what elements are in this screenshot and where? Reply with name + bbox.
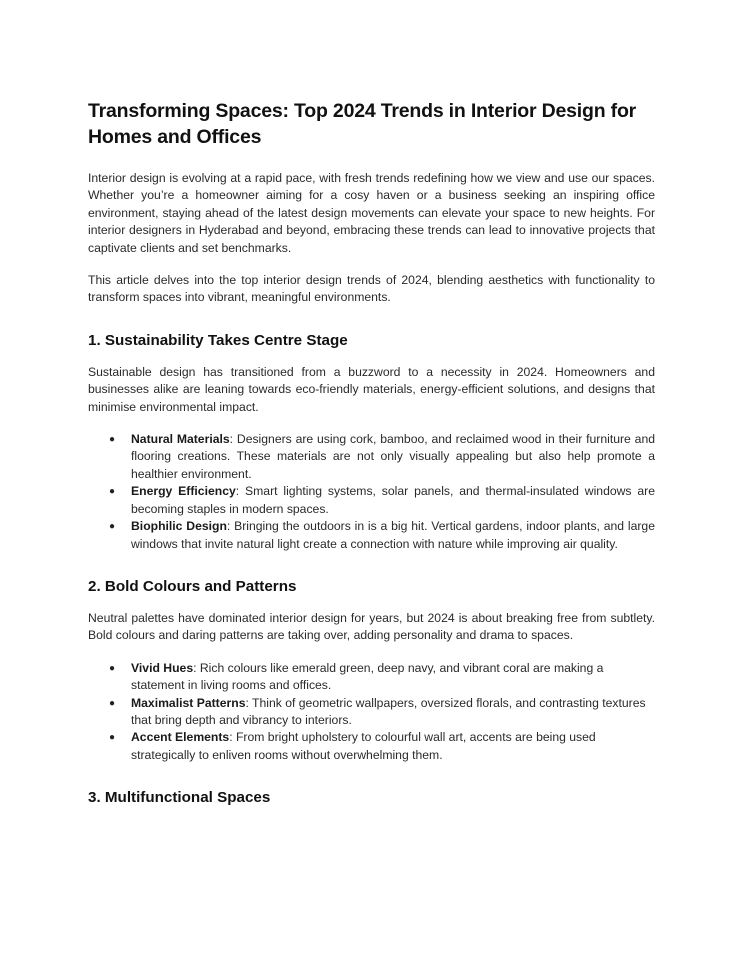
page-title: Transforming Spaces: Top 2024 Trends in Interior Design for Homes and Offices [88,100,637,148]
bullet-text: : Think of geometric wallpapers, oversized florals, and contrasting textures that bring depth and vibrancy to interiors. [131,695,646,727]
bullet-icon: ● [109,434,116,446]
document-page [88,98,655,821]
list-item [88,660,655,695]
bullet-icon: ● [109,486,116,498]
list-item [88,695,655,730]
bullet-list-bold-colours [88,660,655,764]
bullet-list-sustainability [88,431,655,553]
bullet-text: : Rich colours like emerald green, deep navy, and vibrant coral are making a statement in living rooms and offices. [131,660,604,693]
section-paragraph-sustainability: Sustainable design has transitioned from a buzzword to a necessity in 2024. Homeowners and businesses alike are leaning towards eco-friendly materials, energy-efficient solutions, and designs that minimise environmental impact. [88,364,655,414]
section-paragraph-bold-colours: Neutral palettes have dominated interior design for years, but 2024 is about breaking free from subtlety. Bold colours and daring patterns are taking over, adding personality and drama to spaces. [88,610,655,643]
intro-paragraph-2: This article delves into the top interior design trends of 2024, blending aesthetics with functionality to transform spaces into vibrant, meaningful environments. [88,273,655,305]
bullet-text: : From bright upholstery to colourful wall art, accents are being used strategically to enliven rooms without overwhelming them. [131,730,596,762]
list-item [88,729,655,764]
bullet-term: Vivid Hues [131,660,194,675]
bullet-text: : Smart lighting systems, solar panels, and thermal-insulated windows are becoming staples in modern spaces. [131,484,656,516]
bullet-term: Maximalist Patterns [131,695,246,710]
bullet-term: Accent Elements [131,730,230,745]
bullet-icon: ● [109,521,116,533]
list-item [88,518,655,553]
section-heading-multifunctional: 3. Multifunctional Spaces [88,789,271,807]
bullet-term: Biophilic Design [131,519,227,534]
bullet-icon: ● [109,697,116,709]
list-item [88,431,655,483]
section-heading-sustainability: 1. Sustainability Takes Centre Stage [88,331,348,349]
bullet-term: Natural Materials [131,432,230,447]
bullet-text: : Bringing the outdoors in is a big hit. Vertical gardens, indoor plants, and large windows that invite natural light create a connection with nature while improving air quality. [131,519,655,551]
bullet-icon: ● [109,732,116,744]
bullet-icon: ● [109,662,116,674]
bullet-text: : Designers are using cork, bamboo, and reclaimed wood in their furniture and flooring creations. These materials are not only visually appealing but also help promote a healthier environment. [131,432,655,481]
section-heading-bold-colours: 2. Bold Colours and Patterns [88,577,297,595]
list-item [88,483,655,518]
intro-paragraph-1: Interior design is evolving at a rapid pace, with fresh trends redefining how we view and use our spaces. Whether you’re a homeowner aiming for a cosy haven or a business seeking an inspiring office environment, staying ahead of the latest design movements can elevate your space to new heights. For interior designers in Hyderabad and beyond, embracing these trends can lead to innovative projects that captivate clients and set benchmarks. [88,171,655,255]
bullet-term: Energy Efficiency [131,484,236,499]
